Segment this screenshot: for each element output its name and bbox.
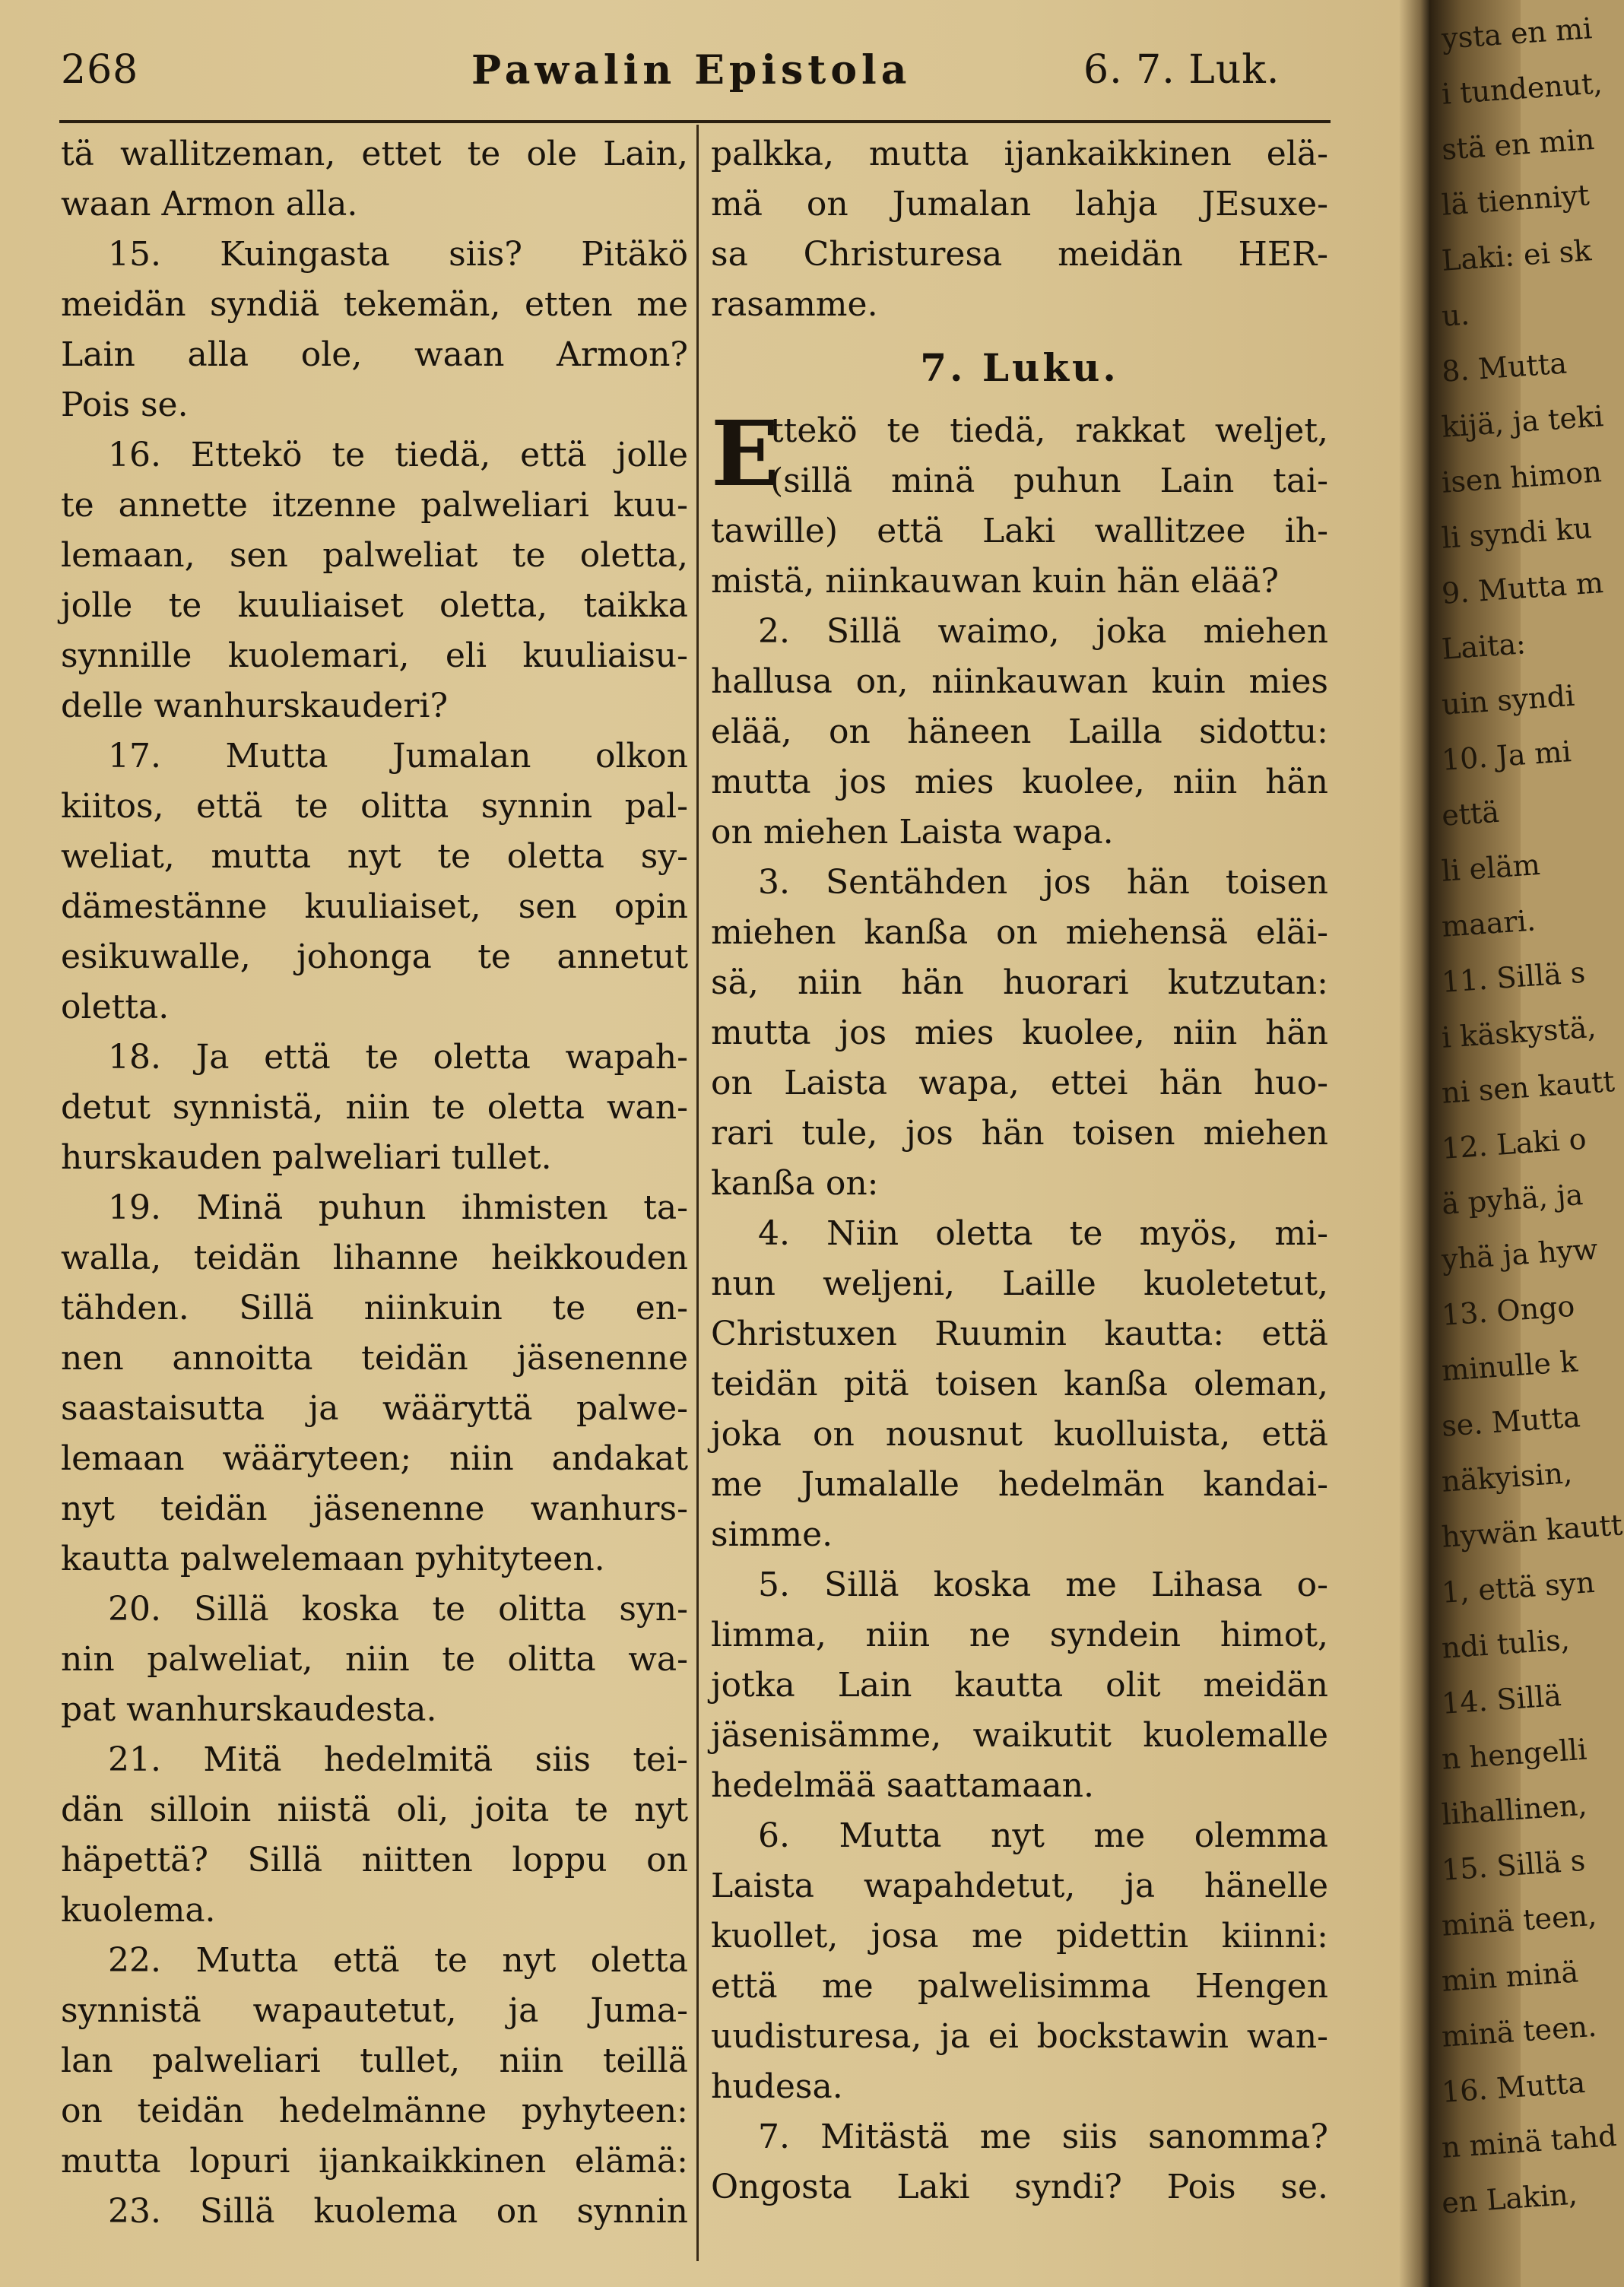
text-line: walla, teidän lihanne heikkouden	[61, 1239, 688, 1277]
text-line: 5. Sillä koska me Lihasa o-	[758, 1565, 1328, 1604]
text-line: miehen kanßa on miehensä eläi-	[711, 913, 1328, 952]
adjacent-page-fragment: min minä	[1440, 1955, 1580, 1998]
adjacent-page-fragment: 11. Sillä s	[1440, 955, 1587, 999]
text-line: synnistä wapautetut, ja Juma-	[61, 1991, 688, 2030]
adjacent-page-fragment: ni sen kautt	[1440, 1064, 1616, 1110]
adjacent-page-fragment: li eläm	[1440, 847, 1542, 888]
text-line: että me palwelisimma Hengen	[711, 1967, 1328, 2006]
running-title: Pawalin Epistola	[471, 47, 912, 94]
text-line: mutta jos mies kuolee, niin hän	[711, 1013, 1328, 1052]
adjacent-page-fragment: 12. Laki o	[1440, 1121, 1588, 1166]
text-line: 4. Niin oletta te myös, mi-	[758, 1214, 1328, 1253]
text-line: esikuwalle, johonga te annetut	[61, 937, 688, 976]
adjacent-page-fragment: u.	[1440, 297, 1471, 333]
adjacent-page-fragment: Laita:	[1440, 626, 1527, 666]
text-line: Ongosta Laki syndi? Pois se.	[711, 2168, 1328, 2206]
binding-gutter	[1399, 0, 1429, 2287]
text-line: nin palweliat, niin te olitta wa-	[61, 1640, 688, 1679]
adjacent-page-fragment: hywän kautt	[1440, 1508, 1624, 1554]
text-line: 3. Sentähden jos hän toisen	[758, 863, 1328, 902]
adjacent-page-fragment: Laki: ei sk	[1440, 233, 1593, 278]
text-line: 22. Mutta että te nyt oletta	[108, 1941, 688, 1980]
text-line: 2. Sillä waimo, joka miehen	[758, 612, 1328, 651]
text-line: kuollet, josa me pidettin kiinni:	[711, 1917, 1328, 1956]
text-line: limma, niin ne syndein himot,	[711, 1616, 1328, 1654]
text-line: detut synnistä, niin te oletta wan-	[61, 1088, 688, 1127]
adjacent-page-fragment: i tundenut,	[1440, 66, 1603, 111]
text-line: mutta lopuri ijankaikkinen elämä:	[61, 2142, 688, 2181]
text-line: mistä, niinkauwan kuin hän elää?	[711, 562, 1279, 601]
adjacent-page-fragment: lihallinen,	[1440, 1787, 1588, 1832]
adjacent-page-fragment: 9. Mutta m	[1440, 566, 1605, 611]
text-line: sa Christuresa meidän HER-	[711, 235, 1328, 274]
text-line: 15. Kuingasta siis? Pitäkö	[108, 235, 688, 274]
text-line: on Laista wapa, ettei hän huo-	[711, 1064, 1328, 1102]
right-column-verses	[711, 506, 1328, 2212]
text-line: Laista wapahdetut, ja hänelle	[711, 1867, 1328, 1905]
text-line: kuolema.	[61, 1891, 216, 1930]
adjacent-page-fragment: ä pyhä, ja	[1440, 1177, 1584, 1221]
text-line: teidän pitä toisen kanßa oleman,	[711, 1365, 1328, 1404]
text-line: synnille kuolemari, eli kuuliaisu-	[61, 636, 688, 675]
adjacent-page-fragment: 16. Mutta	[1440, 2065, 1587, 2109]
text-line: Lain alla ole, waan Armon?	[61, 335, 688, 374]
text-line: palkka, mutta ijankaikkinen elä-	[711, 135, 1328, 173]
text-line: saastaisutta ja wääryttä palwe-	[61, 1389, 688, 1428]
adjacent-page-fragment: 14. Sillä	[1440, 1678, 1562, 1721]
adjacent-page-fragment: 1, että syn	[1440, 1565, 1596, 1610]
text-line: meidän syndiä tekemän, etten me	[61, 285, 688, 324]
page-header	[61, 47, 1331, 100]
adjacent-page-fragment: en Lakin,	[1440, 2177, 1578, 2220]
adjacent-page-fragment: kijä, ja teki	[1440, 399, 1605, 444]
adjacent-page-fragment: n minä tahd	[1440, 2118, 1618, 2165]
adjacent-page-fragment: uin syndi	[1440, 678, 1576, 722]
adjacent-page-fragment: minulle k	[1440, 1344, 1579, 1388]
text-line: hallusa on, niinkauwan kuin mies	[711, 662, 1328, 701]
chapter-reference: 6. 7. Luk.	[1083, 47, 1280, 93]
adjacent-page-fragment: isen himon	[1440, 455, 1603, 500]
adjacent-page-fragment: että	[1440, 795, 1501, 833]
text-line: 18. Ja että te oletta wapah-	[108, 1038, 688, 1077]
drop-cap-lines	[711, 401, 1328, 506]
text-line: jolle te kuuliaiset oletta, taikka	[61, 586, 688, 625]
text-line: on teidän hedelmänne pyhyteen:	[61, 2092, 688, 2130]
text-line: waan Armon alla.	[61, 185, 358, 224]
text-line: rasamme.	[711, 285, 878, 324]
adjacent-page-fragment: n hengelli	[1440, 1732, 1588, 1776]
text-line: dän silloin niistä oli, joita te nyt	[61, 1791, 688, 1829]
chapter-opening	[711, 401, 1328, 506]
text-line: 16. Ettekö te tiedä, että jolle	[108, 436, 688, 474]
adjacent-page-fragment: minä teen.	[1440, 2009, 1598, 2054]
adjacent-page-fragment: näkyisin,	[1440, 1455, 1574, 1499]
text-line: jäsenisämme, waikutit kuolemalle	[711, 1716, 1328, 1755]
adjacent-page-fragment: se. Mutta	[1440, 1400, 1581, 1443]
text-line: sä, niin hän huorari kutzutan:	[711, 963, 1328, 1002]
text-line: uudisturesa, ja ei bockstawin wan-	[711, 2017, 1328, 2056]
text-line: tawille) että Laki wallitzee ih-	[711, 512, 1328, 550]
text-line: lemaan, sen palweliat te oletta,	[61, 536, 688, 575]
text-line: 19. Minä puhun ihmisten ta-	[108, 1188, 688, 1227]
text-line: 20. Sillä koska te olitta syn-	[108, 1590, 688, 1629]
adjacent-page-fragment: 13. Ongo	[1440, 1289, 1576, 1332]
text-line: 21. Mitä hedelmitä siis tei-	[108, 1740, 688, 1779]
text-line: delle wanhurskauderi?	[61, 687, 449, 725]
text-line: (sillä minä puhun Lain tai-	[770, 462, 1328, 500]
text-line: on miehen Laista wapa.	[711, 813, 1114, 852]
adjacent-page-fragment: 8. Mutta	[1440, 346, 1568, 389]
text-line: te annette itzenne palweliari kuu-	[61, 486, 688, 525]
text-line: rari tule, jos hän toisen miehen	[711, 1114, 1328, 1153]
text-line: elää, on häneen Lailla sidottu:	[711, 712, 1328, 751]
adjacent-page-fragment: minä teen,	[1440, 1898, 1598, 1943]
text-line: lan palweliari tullet, niin teillä	[61, 2041, 688, 2080]
text-line: tähden. Sillä niinkuin te en-	[61, 1289, 688, 1327]
text-line: kiitos, että te olitta synnin pal-	[61, 787, 688, 826]
text-line: 23. Sillä kuolema on synnin	[108, 2192, 688, 2231]
column-divider	[696, 125, 699, 2261]
text-line: weliat, mutta nyt te oletta sy-	[61, 837, 688, 876]
text-line: hedelmää saattamaan.	[711, 1766, 1094, 1805]
text-line: oletta.	[61, 988, 170, 1026]
text-line: joka on nousnut kuolluista, että	[711, 1415, 1328, 1454]
adjacent-page-fragment: yhä ja hyw	[1440, 1232, 1599, 1277]
text-line: nen annoitta teidän jäsenenne	[61, 1339, 688, 1378]
page-number: 268	[61, 47, 139, 93]
text-line: hudesa.	[711, 2067, 843, 2106]
text-line: hurskauden palweliari tullet.	[61, 1138, 552, 1177]
header-rule	[59, 120, 1331, 123]
left-column	[61, 129, 688, 2237]
adjacent-page-fragment: ysta en mi	[1440, 11, 1594, 56]
text-line: nyt teidän jäsenenne wanhurs-	[61, 1489, 688, 1528]
text-line: kautta palwelemaan pyhityteen.	[61, 1540, 605, 1578]
text-line: ttekö te tiedä, rakkat weljet,	[770, 411, 1328, 450]
text-line: pat wanhurskaudesta.	[61, 1690, 437, 1729]
adjacent-page-edge	[1429, 0, 1624, 2287]
text-line: 7. Mitästä me siis sanomma?	[758, 2117, 1328, 2156]
text-line: jotka Lain kautta olit meidän	[711, 1666, 1328, 1705]
right-column	[711, 129, 1328, 2212]
adjacent-page-fragment: ndi tulis,	[1440, 1622, 1571, 1665]
adjacent-page-fragment: stä en min	[1440, 122, 1596, 167]
text-line: mä on Jumalan lahja JEsuxe-	[711, 185, 1328, 224]
text-line: nun weljeni, Laille kuoletetut,	[711, 1264, 1328, 1303]
text-line: Christuxen Ruumin kautta: että	[711, 1315, 1328, 1353]
drop-cap: E	[711, 401, 779, 506]
text-line: simme.	[711, 1515, 833, 1554]
text-line: Pois se.	[61, 385, 189, 424]
right-column-continuation	[711, 129, 1328, 330]
chapter-heading: 7. Luku.	[920, 345, 1119, 390]
text-line: häpettä? Sillä niitten loppu on	[61, 1841, 688, 1879]
text-line: tä wallitzeman, ettet te ole Lain,	[61, 135, 688, 173]
adjacent-page-fragment: 10. Ja mi	[1440, 734, 1572, 777]
adjacent-page-fragment: i käskystä,	[1440, 1010, 1597, 1055]
text-line: kanßa on:	[711, 1164, 879, 1203]
text-line: lemaan wääryteen; niin andakat	[61, 1439, 688, 1478]
adjacent-page-fragment: 15. Sillä s	[1440, 1843, 1587, 1887]
text-line: mutta jos mies kuolee, niin hän	[711, 763, 1328, 801]
text-line: me Jumalalle hedelmän kandai-	[711, 1465, 1328, 1504]
adjacent-page-fragment: li syndi ku	[1440, 511, 1594, 555]
text-line: dämestänne kuuliaiset, sen opin	[61, 887, 688, 926]
text-line: 17. Mutta Jumalan olkon	[108, 737, 688, 776]
text-line: 6. Mutta nyt me olemma	[758, 1816, 1328, 1855]
adjacent-page-fragment: maari.	[1440, 903, 1537, 944]
adjacent-page-fragment: lä tienniyt	[1440, 178, 1591, 222]
